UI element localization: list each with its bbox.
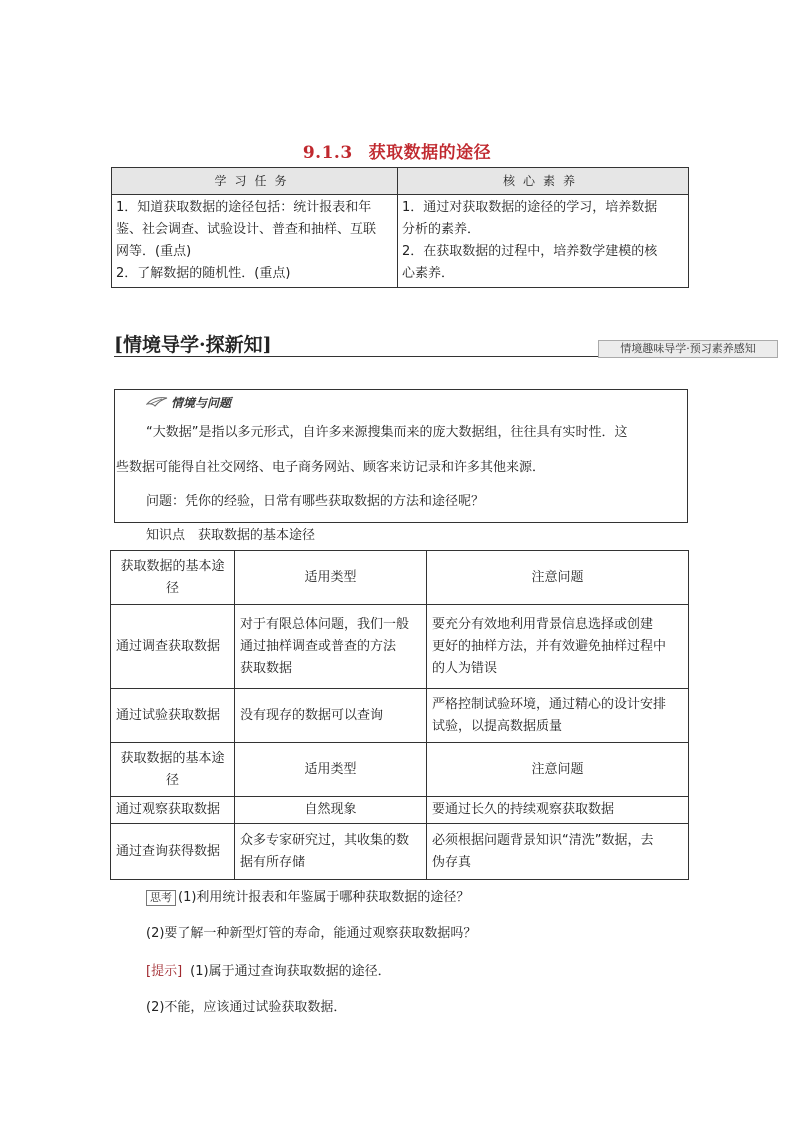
table-cell xyxy=(427,824,689,880)
tasks-table xyxy=(111,167,689,288)
answer-text: (1)属于通过查询获取数据的途径． xyxy=(190,964,391,979)
table-row xyxy=(111,551,689,605)
scenario-paragraph-line: “大数据”是指以多元形式，自许多来源搜集而来的庞大数据组，往往具有实时性．这 xyxy=(146,425,628,440)
table-row xyxy=(111,797,689,824)
cell-line: 通过抽样调查或普查的方法 xyxy=(240,638,397,654)
cell-line: 必须根据问题背景知识“清洗”数据，去 xyxy=(432,832,654,848)
cell-line: 严格控制试验环境，通过精心的设计安排 xyxy=(432,696,667,712)
cell-line: 更好的抽样方法，并有效避免抽样过程中 xyxy=(432,638,667,654)
scenario-paragraph-line: 些数据可能得自社交网络、电子商务网站、顾客来访记录和许多其他来源． xyxy=(116,460,546,475)
learning-task-line: 网等．(重点) xyxy=(116,244,192,259)
cell-line: 试验，以提高数据质量 xyxy=(432,718,563,734)
tasks-header-right: 核心素养 xyxy=(398,168,689,195)
cell-line: 径 xyxy=(165,580,179,596)
table-row xyxy=(111,824,689,880)
table-row xyxy=(111,743,689,797)
cell-line: 据有所存储 xyxy=(240,854,306,870)
core-literacy-line: 分析的素养． xyxy=(402,222,481,237)
table-cell: 注意问题 xyxy=(427,743,689,797)
table-cell: 通过观察获取数据 xyxy=(111,797,235,824)
think-badge: 思考 xyxy=(146,890,176,906)
section-tag: 情境趣味导学·预习素养感知 xyxy=(598,340,778,358)
question-text: (1)利用统计报表和年鉴属于哪种获取数据的途径？ xyxy=(178,890,470,905)
table-row xyxy=(111,605,689,689)
core-literacy-cell xyxy=(398,195,689,288)
knowledge-point-title: 知识点 获取数据的基本途径 xyxy=(146,528,316,543)
hint-answer-2: (2)不能，应该通过试验获取数据． xyxy=(146,1000,347,1015)
lesson-title xyxy=(0,138,794,163)
core-literacy-line: 心素养． xyxy=(402,266,455,281)
table-cell: 自然现象 xyxy=(235,797,427,824)
table-cell: 通过查询获得数据 xyxy=(111,824,235,880)
cell-line: 获取数据的基本途 xyxy=(120,750,225,766)
table-cell: 适用类型 xyxy=(235,551,427,605)
cell-line: 获取数据 xyxy=(240,660,293,676)
scenario-heading xyxy=(146,394,231,411)
table-cell xyxy=(235,824,427,880)
lesson-number: 9.1.3 xyxy=(302,143,353,163)
table-cell: 通过调查获取数据 xyxy=(111,605,235,689)
think-question-1 xyxy=(146,886,469,906)
cell-line: 对于有限总体问题，我们一般 xyxy=(240,616,410,632)
table-cell: 适用类型 xyxy=(235,743,427,797)
cell-line: 众多专家研究过，其收集的数 xyxy=(240,832,410,848)
data-ways-table xyxy=(110,550,689,880)
table-cell: 注意问题 xyxy=(427,551,689,605)
core-literacy-line: 1．通过对获取数据的途径的学习，培养数据 xyxy=(402,200,658,215)
table-cell xyxy=(111,743,235,797)
feather-icon xyxy=(146,395,168,410)
cell-line: 获取数据的基本途 xyxy=(120,558,225,574)
learning-task-line: 鉴、社会调查、试验设计、普查和抽样、互联 xyxy=(116,222,377,237)
think-question-2: (2)要了解一种新型灯管的寿命，能通过观察获取数据吗？ xyxy=(146,926,477,941)
cell-line: 径 xyxy=(165,772,179,788)
table-cell xyxy=(427,605,689,689)
tasks-header-left: 学习任务 xyxy=(112,168,398,195)
cell-line: 伪存真 xyxy=(432,854,472,870)
cell-line: 要充分有效地利用背景信息选择或创建 xyxy=(432,616,654,632)
learning-task-line: 1．知道获取数据的途径包括：统计报表和年 xyxy=(116,200,372,215)
core-literacy-line: 2．在获取数据的过程中，培养数学建模的核 xyxy=(402,244,658,259)
table-cell: 没有现存的数据可以查询 xyxy=(235,689,427,743)
tasks-table-header xyxy=(112,168,689,195)
table-cell xyxy=(111,551,235,605)
section-title: [情境导学·探新知] xyxy=(114,334,272,356)
table-cell: 通过试验获取数据 xyxy=(111,689,235,743)
learning-tasks-cell xyxy=(112,195,398,288)
cell-line: 的人为错误 xyxy=(432,660,498,676)
scenario-question: 问题：凭你的经验，日常有哪些获取数据的方法和途径呢？ xyxy=(146,494,485,509)
scenario-heading-text: 情境与问题 xyxy=(171,396,232,410)
lesson-title-text: 获取数据的途径 xyxy=(368,143,492,163)
tasks-table-row xyxy=(112,195,689,288)
table-cell xyxy=(427,689,689,743)
table-row xyxy=(111,689,689,743)
hint-answer-1 xyxy=(146,960,391,979)
learning-task-line: 2．了解数据的随机性．(重点) xyxy=(116,266,291,281)
table-cell: 要通过长久的持续观察获取数据 xyxy=(427,797,689,824)
table-cell xyxy=(235,605,427,689)
hint-label: [提示] xyxy=(146,964,183,979)
